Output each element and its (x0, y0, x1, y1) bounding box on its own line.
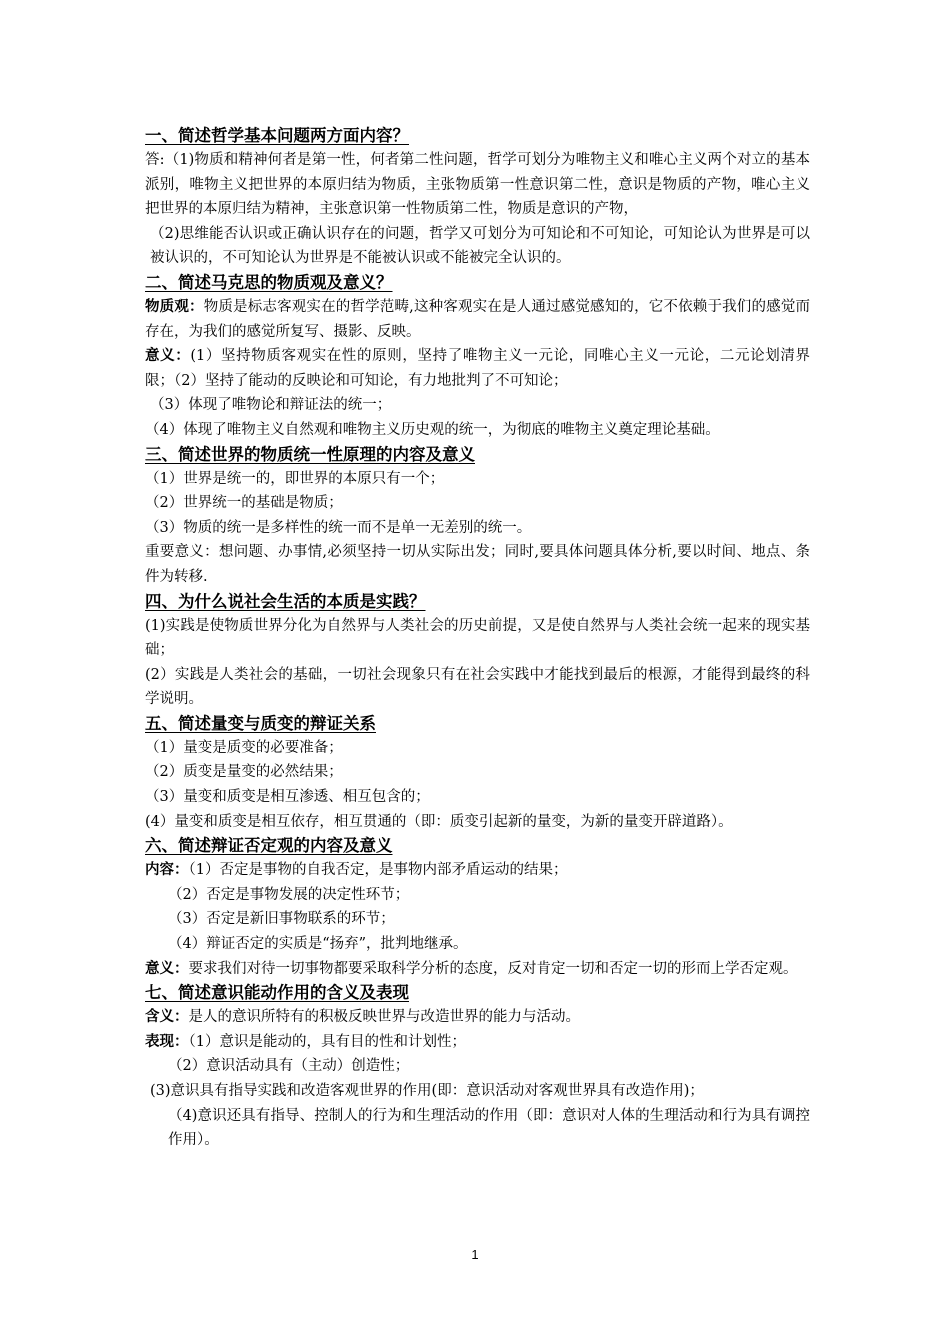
s3-item-1: （1）世界是统一的，即世界的本原只有一个； (145, 470, 445, 487)
s2-paragraph-1: 物质观：物质是标志客观实在的哲学范畴,这种客观实在是人通过感觉感知的，它不依赖于我们的感觉而存在，为我们的感觉所复写、摄影、反映。 (145, 298, 810, 340)
s2-paragraph-4: （4）体现了唯物主义自然观和唯物主义历史观的统一，为彻底的唯物主义奠定理论基础。 (145, 421, 720, 438)
s7-expression-4: （4)意识还具有指导、控制人的行为和生理活动的作用（即：意识对人体的生理活动和行为具有调控作用）。 (168, 1107, 810, 1149)
section-3-title: 三、简述世界的物质统一性原理的内容及意义 (145, 444, 475, 464)
s4-item-2: (2）实践是人类社会的基础，一切社会现象只有在社会实践中才能找到最后的根源，才能得到最终的科学说明。 (145, 666, 810, 708)
s6-label-meaning: 意义： (145, 960, 189, 977)
section-6-title: 六、简述辩证否定观的内容及意义 (145, 836, 393, 856)
s5-item-2: （2）质变是量变的必然结果； (145, 764, 343, 781)
section-7-title: 七、简述意识能动作用的含义及表现 (145, 983, 409, 1003)
s7-expression-3: (3)意识具有指导实践和改造客观世界的作用(即：意识活动对客观世界具有改造作用)； (150, 1083, 704, 1099)
s7-label-expression: 表现： (145, 1033, 189, 1050)
s1-paragraph-2: （2)思维能否认识或正确认识存在的问题，哲学又可划分为可知论和不可知论，可知论认为世界是可以被认识的，不可知论认为世界是不能被认识或不能被完全认识的。 (150, 225, 810, 267)
s2-label-matter: 物质观： (145, 298, 204, 315)
section-2-title: 二、简述马克思的物质观及意义？ (145, 272, 393, 292)
s2-paragraph-2: 意义：(1）坚持物质客观实在性的原则，坚持了唯物主义一元论，同唯心主义一元论，二元论划清界限；（2）坚持了能动的反映论和可知论，有力地批判了不可知论； (145, 348, 810, 389)
s6-content-1: 内容：（1）否定是事物的自我否定，是事物内部矛盾运动的结果； (145, 862, 568, 879)
s6-content-2: （2）否定是事物发展的决定性环节； (168, 886, 410, 903)
s7-expression-1: 表现：（1）意识是能动的，具有目的性和计划性； (145, 1033, 466, 1050)
s7-label-definition: 含义： (145, 1009, 189, 1026)
s5-item-4: (4）量变和质变是相互依存，相互贯通的（即：质变引起新的量变，为新的量变开辟道路）。 (145, 813, 733, 830)
s2-paragraph-3: （3）体现了唯物论和辩证法的统一； (150, 397, 392, 414)
s6-meaning: 意义：要求我们对待一切事物都要采取科学分析的态度，反对肯定一切和否定一切的形而上学否定观。 (145, 960, 798, 977)
s5-item-1: （1）量变是质变的必要准备； (145, 739, 343, 756)
section-1-title: 一、简述哲学基本问题两方面内容？ (145, 126, 409, 145)
document-page (145, 124, 810, 1153)
s3-item-3: （3）物质的统一是多样性的统一而不是单一无差别的统一。 (145, 519, 532, 536)
section-5-title: 五、简述量变与质变的辩证关系 (145, 713, 376, 733)
page-number: 1 (471, 1247, 479, 1262)
s3-item-2: （2）世界统一的基础是物质； (145, 495, 343, 512)
s3-significance: 重要意义：想问题、办事情,必须坚持一切从实际出发；同时,要具体问题具体分析,要以时间、地点、条件为转移. (145, 544, 810, 585)
section-4-title: 四、为什么说社会生活的本质是实践？ (145, 591, 426, 611)
s7-expression-2: （2）意识活动具有（主动）创造性； (168, 1058, 410, 1075)
s7-definition: 含义：是人的意识所特有的积极反映世界与改造世界的能力与活动。 (145, 1009, 580, 1026)
s6-content-4: （4）辩证否定的实质是“扬弃”，批判地继承。 (168, 936, 468, 953)
s1-paragraph-1: 答:（1)物质和精神何者是第一性，何者第二性问题，哲学可划分为唯物主义和唯心主义两个对立的基本派别，唯物主义把世界的本原归结为物质，主张物质第一性意识第二性，意识是物质的产物，唯心主义把世界的本原归结为精神，主张意识第一性物质第二性，物质是意识的产物， (145, 152, 810, 218)
s6-content-3: （3）否定是新旧事物联系的环节； (168, 911, 395, 928)
s4-item-1: (1)实践是使物质世界分化为自然界与人类社会的历史前提，又是使自然界与人类社会统一起来的现实基础； (145, 617, 810, 659)
s5-item-3: （3）量变和质变是相互渗透、相互包含的； (145, 789, 430, 806)
s6-label-content: 内容： (145, 862, 189, 879)
s2-label-meaning: 意义： (145, 348, 191, 365)
